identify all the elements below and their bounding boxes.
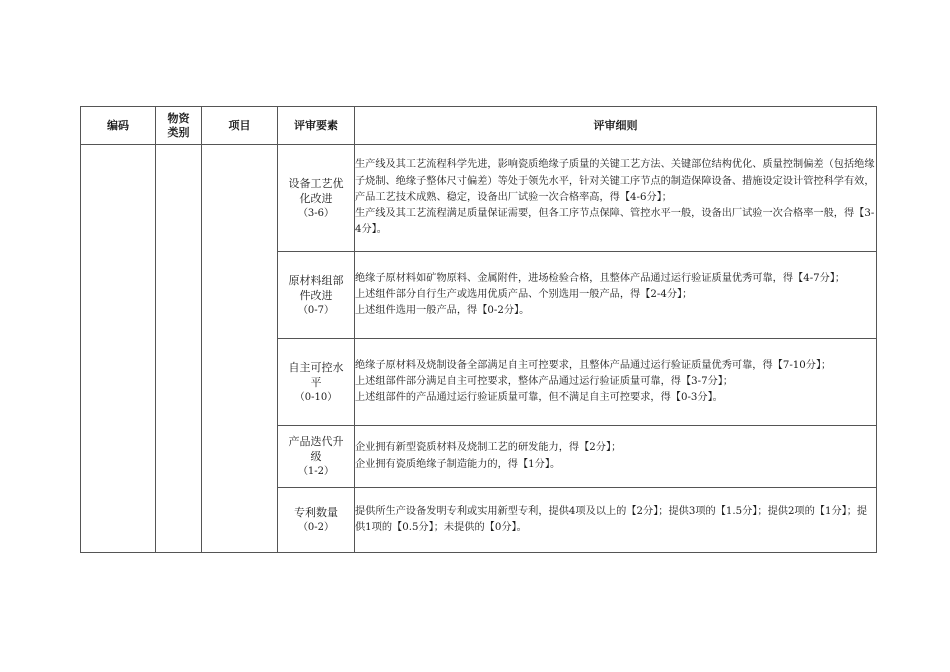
element-cell	[278, 426, 355, 488]
element-score-range: （0-2）	[297, 522, 335, 533]
element-name-line: 化改进	[299, 191, 333, 205]
element-cell	[278, 339, 355, 426]
table-row	[81, 145, 877, 252]
element-name-line: 件改进	[299, 288, 333, 302]
detail-text: 企业拥有瓷质绝缘子制造能力的，得【1分】。	[355, 458, 561, 470]
detail-text: 绝缘子原材料如矿物原料、金属附件，进场检验合格，且整体产品通过运行验证质量优秀可靠，得【4-7分】；	[355, 272, 846, 284]
element-cell	[278, 145, 355, 252]
detail-text: 上述组部件部分满足自主可控要求，整体产品通过运行验证质量可靠，得【3-7分】；	[355, 375, 734, 387]
detail-text: 企业拥有新型瓷质材料及烧制工艺的研发能力，得【2分】；	[355, 442, 622, 454]
element-score-range: （3-6）	[297, 207, 335, 219]
header-category	[156, 107, 202, 145]
element-name-line: 专利数量	[294, 506, 338, 519]
detail-text: 生产线及其工艺流程满足质量保证需要，但各工序节点保障、管控水平一般，设备出厂试验一次合格率一般，得【3-4分】。	[355, 208, 875, 236]
header-item: 项目	[202, 107, 278, 145]
detail-text: 生产线及其工艺流程科学先进，影响瓷质绝缘子质量的关键工艺方法、关键部位结构优化、质量控制偏差（包括绝缘子烧制、绝缘子整体尺寸偏差）等处于领先水平，针对关键工序节点的制造保障设备、措施设定设计管控科学有效，产品工艺技术成熟、稳定，设备出厂试验一次合格率高，得【4-6分】；	[355, 159, 875, 203]
element-name-line: 级	[310, 450, 322, 463]
table-header-row	[81, 107, 877, 145]
element-cell	[278, 252, 355, 339]
element-score-range: （1-2）	[297, 466, 335, 477]
item-cell	[202, 145, 278, 553]
review-criteria-table	[80, 106, 877, 553]
header-category-line2: 类别	[167, 125, 190, 139]
detail-cell	[355, 339, 877, 426]
detail-text: 提供所生产设备发明专利或实用新型专利，提供4项及以上的【2分】；提供3项的【1.5分】；提供2项的【1分】；提供1项的【0.5分】；未提供的【0分】。	[355, 505, 868, 533]
element-name-line: 设备工艺优	[288, 176, 344, 190]
element-name-line: 自主可控水	[288, 360, 344, 374]
element-name-line: 原材料组部	[288, 273, 344, 287]
detail-cell	[355, 488, 877, 553]
detail-cell	[355, 252, 877, 339]
review-table-container	[80, 106, 876, 553]
element-name-line: 平	[310, 375, 322, 389]
element-score-range: （0-10）	[294, 391, 338, 403]
detail-cell	[355, 426, 877, 488]
detail-text: 上述组部件的产品通过运行验证质量可靠，但不满足自主可控要求，得【0-3分】。	[355, 392, 723, 404]
header-code: 编码	[81, 107, 156, 145]
detail-cell	[355, 145, 877, 252]
element-cell	[278, 488, 355, 553]
detail-text: 上述组件选用一般产品，得【0-2分】。	[355, 305, 530, 317]
element-name-line: 产品迭代升	[288, 435, 344, 448]
code-cell	[81, 145, 156, 553]
element-score-range: （0-7）	[297, 304, 335, 316]
header-element: 评审要素	[278, 107, 355, 145]
detail-text: 上述组件部分自行生产或选用优质产品、个别选用一般产品，得【2-4分】；	[355, 288, 693, 300]
detail-text: 绝缘子原材料及烧制设备全部满足自主可控要求，且整体产品通过运行验证质量优秀可靠，得【7-10分】；	[355, 359, 832, 371]
category-cell	[156, 145, 202, 553]
header-category-line1: 物资	[167, 111, 190, 125]
header-detail: 评审细则	[355, 107, 877, 145]
